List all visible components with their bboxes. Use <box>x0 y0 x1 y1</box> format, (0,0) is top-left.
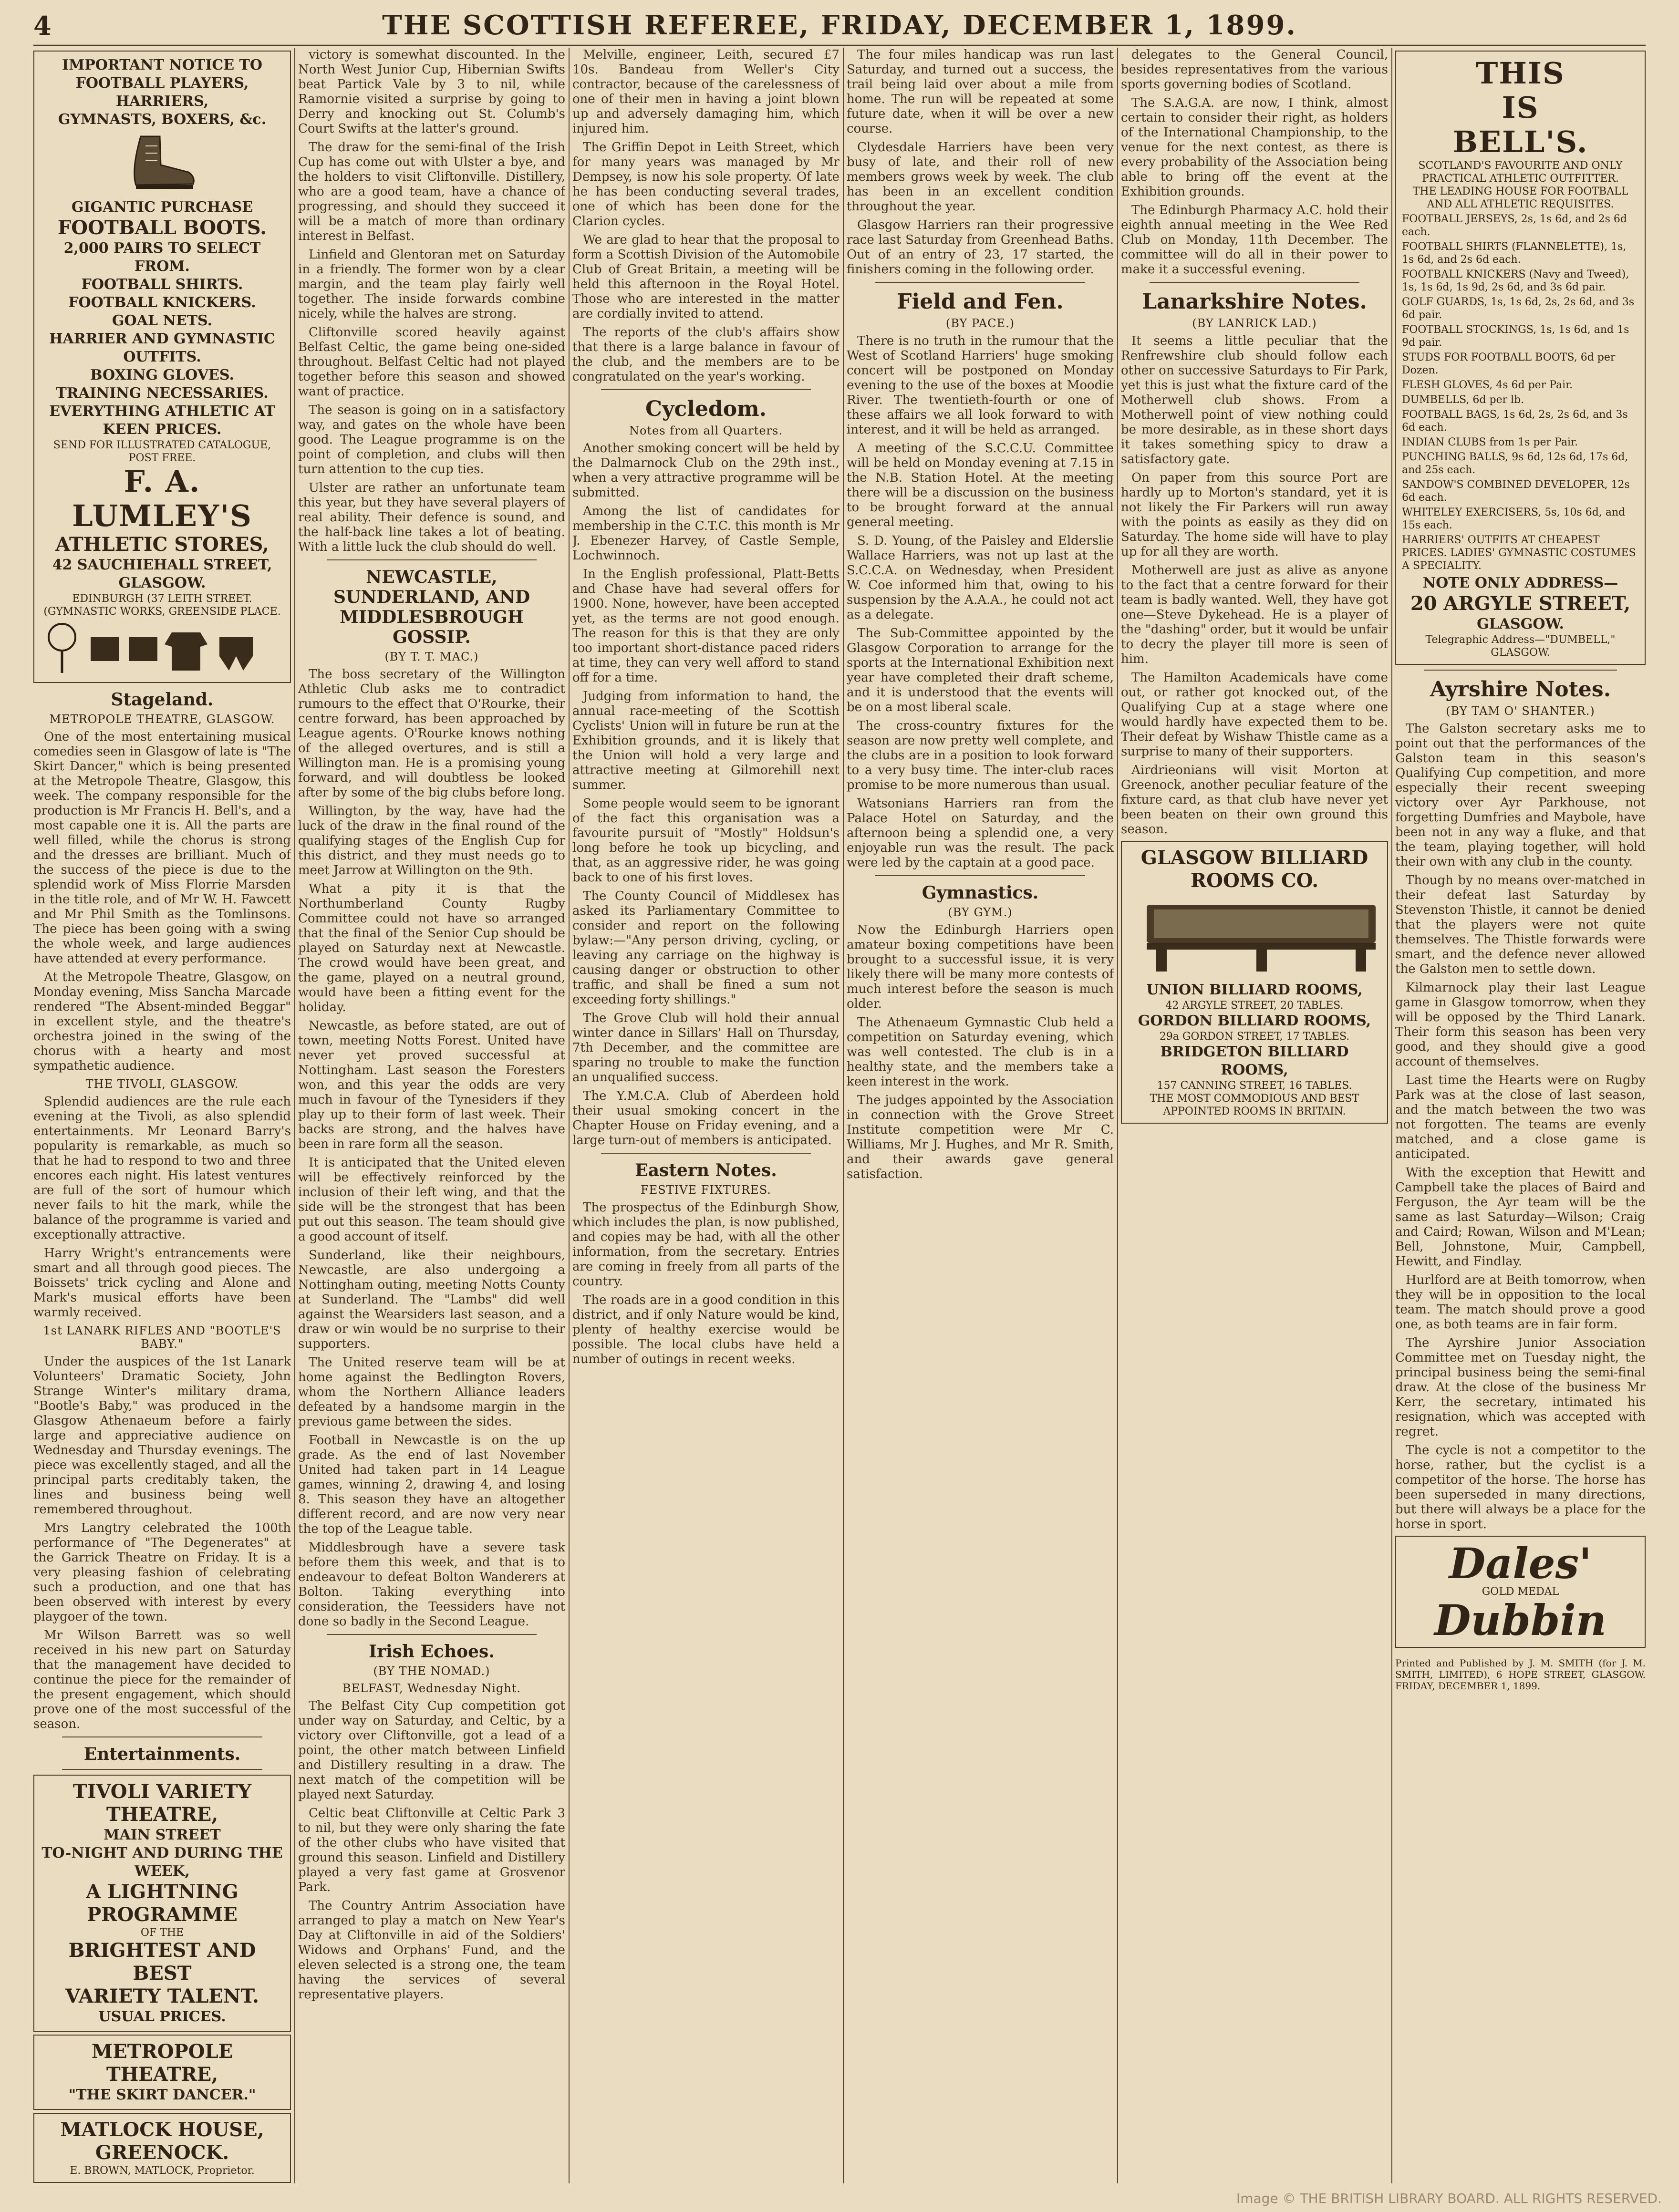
article-paragraph: It seems a little peculiar that the Renfrewshire club should follow each other on successive Saturdays to Fir Park, yet this is just what the fixture card of the Motherwell club shows. From a Motherwell point of view nothing could be more desirable, as in these short days it takes something spicy to draw a satisfactory gate. <box>1121 334 1388 466</box>
column-rule <box>294 48 295 2183</box>
ad-line: Telegraphic Address—"DUMBELL," GLASGOW. <box>1425 634 1616 659</box>
article-paragraph: Glasgow Harriers ran their progressive race last Saturday from Greenhead Baths. Out of an entry of 23, 17 started, the finishers coming in the following order. <box>847 218 1114 277</box>
ad-branch: EDINBURGH (37 LEITH STREET. (GYMNASTIC WORKS, GREENSIDE PLACE. <box>43 593 281 618</box>
article-paragraph: With the exception that Hewitt and Campbell take the places of Baird and Ferguson, the Ayr team will be the same as last Saturday—Wilson; Craig and Caird; Rowan, Wilson and M'Lean; Bell, Johnstone, Muir, Campbell, Hewitt, and Findlay. <box>1395 1166 1646 1269</box>
ad-line: USUAL PRICES. <box>98 2008 226 2025</box>
byline: (BY GYM.) <box>948 906 1013 919</box>
ad-line: NOTE ONLY ADDRESS— <box>1422 575 1618 591</box>
article-paragraph: The Galston secretary asks me to point out that the performances of the Galston team in this season's Qualifying Cup competition, and more especially their recent sweeping victory over Ayr Parkhouse, not forgetting Dumfries and Maybole, have been not in any way a fluke, and that the team, playing together, will hold their own with any club in the county. <box>1395 722 1646 869</box>
byline: (BY TAM O' SHANTER.) <box>1446 704 1595 718</box>
column-rule <box>569 48 570 2183</box>
ad-company-name: BELL'S. <box>1452 124 1588 159</box>
article-paragraph: Ulster are rather an unfortunate team this year, but they have several players of real ability. Their defence is sound, and the half-back line takes a lot of beating. With a little luck the club should do well. <box>298 481 565 554</box>
section-subheading: FESTIVE FIXTURES. <box>641 1183 771 1197</box>
article-paragraph: Harry Wright's entrancements were smart and all through good pieces. The Boissets' trick cycling and Alone and Mark's musical efforts have been warmly received. <box>33 1246 291 1320</box>
metropole-advertisement <box>33 2035 291 2110</box>
column-4 <box>847 48 1114 2183</box>
article-paragraph: Mrs Langtry celebrated the 100th performance of "The Degenerates" at the Garrick Theatre on Friday. It is a very pleasing fashion of celebrating such a production, and one that has been observed with interest by every playgoer of the town. <box>33 1521 291 1624</box>
ad-brand: Dales' <box>1449 1539 1592 1588</box>
section-subheading: METROPOLE THEATRE, GLASGOW. <box>49 713 275 726</box>
price-list: FOOTBALL JERSEYS, 2s, 1s 6d, and 2s 6d each. FOOTBALL SHIRTS (FLANNELETTE), 1s, 1s 6d, and 2s 6d each. FOOTBALL KNICKERS (Navy and Tweed), 1s, 1s 6d, 1s 9d, 2s 6d, and 3s 6d pair. GOLF GUARDS, 1s, 1s 6d, 2s, 2s 6d, and 3s 6d pair. FOOTBALL STOCKINGS, 1s, 1s 6d, and 1s 9d pair. STUDS FOR FOOTBALL BOOTS, 6d per Dozen. FLESH GLOVES, 4s 6d per Pair. DUMBELLS, 6d per lb. FOOTBALL BAGS, 1s 6d, 2s, 2s 6d, and 3s 6d each. INDIAN CLUBS from 1s per Pair. PUNCHING BALLS, 9s 6d, 12s 6d, 17s 6d, and 25s each. SANDOW'S COMBINED DEVELOPER, 12s 6d each. WHITELEY EXERCISERS, 5s, 10s 6d, and 15s each. HARRIERS' OUTFITS AT CHEAPEST PRICES. LADIES' GYMNASTIC COSTUMES A SPECIALITY. <box>1402 213 1636 572</box>
byline: (BY PACE.) <box>945 317 1015 330</box>
billiard-table-icon <box>1128 895 1388 976</box>
article-paragraph: Newcastle, as before stated, are out of town, meeting Notts Forest. United have never yet proved successful at Nottingham. Last season the Foresters won, and this year the odds are very much in favour of the Tynesiders if they play up to their form of last week. Their backs are strong, and the halves have been in rare form all the season. <box>298 1019 565 1151</box>
ad-venue: METROPOLE THEATRE, <box>91 2040 233 2086</box>
article-paragraph: The prospectus of the Edinburgh Show, which includes the plan, is now published, and copies may be had, with all the other information, from the secretary. Entries are coming in freely from all parts of the country. <box>572 1200 840 1289</box>
ad-line: GOAL NETS. <box>112 312 213 329</box>
ad-address: 42 SAUCHIEHALL STREET, GLASGOW. <box>52 557 272 591</box>
ad-line: THE MOST COMMODIOUS AND BEST APPOINTED ROOMS IN BRITAIN. <box>1150 1093 1359 1117</box>
ad-line: "THE SKIRT DANCER." <box>68 2087 256 2103</box>
article-paragraph: Willington, by the way, have had the luck of the draw in the final round of the qualifying stages of the English Cup for this district, and they must needs go to meet Jarrow at Willington on the 9th. <box>298 804 565 878</box>
article-paragraph: Cliftonville scored heavily against Belfast Celtic, the game being one-sided throughout. Belfast Celtic had not played together before this season and showed want of practice. <box>298 325 565 399</box>
ad-store: ATHLETIC STORES, <box>55 533 269 556</box>
article-paragraph: The cycle is not a competitor to the horse, rather, but the cyclist is a competitor of the horse. The horse has been superseded in many directions, but there will always be a place for the horse in sport. <box>1395 1443 1646 1531</box>
article-paragraph: The cross-country fixtures for the season are now pretty well complete, and the clubs are in a position to look forward to a very busy time. The inter-club races promise to be more numerous than usual. <box>847 719 1114 792</box>
ad-line: FOOTBALL SHIRTS. <box>81 276 243 293</box>
article-paragraph: Though by no means over-matched in their defeat last Saturday by Stevenston Thistle, it cannot be denied that the players were not quite themselves. The Thistle forwards were smart, and the defence never allowed the Galston men to settle down. <box>1395 873 1646 976</box>
section-divider <box>1150 282 1359 283</box>
byline: (BY THE NOMAD.) <box>373 1664 490 1678</box>
article-paragraph: The roads are in a good condition in this district, and if only Nature would be kind, plenty of healthy exercise would be possible. The local clubs have held a number of outings in recent weeks. <box>572 1293 840 1366</box>
article-paragraph: Football in Newcastle is on the up grade. As the end of last November United had taken part in 14 League games, winning 2, drawing 4, and losing 8. This season they have an altogether different record, and are now very near the top of the League table. <box>298 1433 565 1536</box>
article-paragraph: Kilmarnock play their last League game in Glasgow tomorrow, when they will be opposed by the Third Lanark. Their form this season has been very good, and they should give a good account of themselves. <box>1395 981 1646 1069</box>
ad-line: THE LEADING HOUSE FOR FOOTBALL AND ALL ATHLETIC REQUISITES. <box>1412 186 1628 210</box>
article-paragraph: Clydesdale Harriers have been very busy of late, and their roll of new members grows week by week. The club has been in an excellent condition throughout the year. <box>847 140 1114 214</box>
ad-line: SEND FOR ILLUSTRATED CATALOGUE, POST FREE. <box>53 439 271 464</box>
article-paragraph: Airdrieonians will visit Morton at Greenock, another peculiar feature of the fixture card, as that club have never yet been beaten on their own ground this season. <box>1121 763 1388 837</box>
article-paragraph: The Edinburgh Pharmacy A.C. hold their eighth annual meeting in the Wee Red Club on Monday, 11th December. The committee will do all in their power to make it a successful evening. <box>1121 203 1388 277</box>
section-subheading: THE TIVOLI, GLASGOW. <box>85 1077 239 1091</box>
ad-line: TRAINING NECESSARIES. <box>56 385 269 402</box>
article-paragraph: Melville, engineer, Leith, secured £7 10s. Bandeau from Weller's City contractor, because of the carelessness of one of their men in having a joint blown up and adversely damaging him, which injured him. <box>572 48 840 136</box>
article-paragraph: The reports of the club's affairs show that there is a large balance in favour of the club, and the members are to be congratulated on the year's working. <box>572 325 840 384</box>
article-paragraph: Some people would seem to be ignorant of the fact this organisation was a favourite pursuit of "Mostly" Holdsun's long before he took up bicycling, and that, as an aggressive rider, he was going back to one of his first loves. <box>572 796 840 885</box>
ad-line: GIGANTIC PURCHASE <box>71 199 253 216</box>
article-paragraph: Linfield and Glentoran met on Saturday in a friendly. The former won by a clear margin, and the team play fairly well together. The inside forwards combine nicely, while the halves are strong. <box>298 248 565 321</box>
section-divider <box>327 559 537 560</box>
section-divider <box>601 1153 811 1154</box>
copyright-notice: Image © THE BRITISH LIBRARY BOARD. ALL RIGHTS RESERVED. <box>1236 2191 1662 2206</box>
article-paragraph: On paper from this source Port are hardly up to Morton's standard, yet it is not likely the Fir Parkers will run away with the points as easily as they did on Saturday. The home side will have to play up for all they are worth. <box>1121 471 1388 559</box>
sports-equipment-icon <box>43 618 281 675</box>
article-paragraph: Sunderland, like their neighbours, Newcastle, are also undergoing a Nottingham outing, meeting Notts County at Sunderland. The "Lambs" did well against the Wearsiders last season, and a draw or win would be no surprise to their supporters. <box>298 1248 565 1351</box>
newspaper-title: THE SCOTTISH REFEREE, FRIDAY, DECEMBER 1, 1899. <box>382 10 1297 41</box>
page-number: 4 <box>33 10 52 41</box>
article-paragraph: The Griffin Depot in Leith Street, which for many years was managed by Mr Dempsey, is now his sole property. Of late he has been conducting several trades, one of which has been done for the Clarion cycles. <box>572 140 840 228</box>
lanarkshire-heading: Lanarkshire Notes. <box>1142 289 1367 314</box>
ayrshire-heading: Ayrshire Notes. <box>1430 677 1611 702</box>
article-paragraph: At the Metropole Theatre, Glasgow, on Monday evening, Miss Sancha Marcade rendered "The Absent-minded Beggar" in excellent style, and the theatre's orchestra joined in the swing of the chorus with a hearty and most sympathetic audience. <box>33 970 291 1073</box>
entertainments-heading: Entertainments. <box>83 1744 241 1764</box>
ad-line: GLASGOW. <box>1477 616 1564 632</box>
article-paragraph: Middlesbrough have a severe task before them this week, and that is to endeavour to defeat Bolton Wanderers at Bolton. Taking everything into consideration, the Teessiders have not done so badly in the Second League. <box>298 1540 565 1629</box>
ad-line: SCOTLAND'S FAVOURITE AND ONLY PRACTICAL ATHLETIC OUTFITTER. <box>1418 160 1623 185</box>
article-paragraph: The draw for the semi-final of the Irish Cup has come out with Ulster a bye, and the holders to visit Cliftonville. Distillery, who are a good team, have a chance of progressing, and should they succeed it will be a match of more than ordinary interest in Belfast. <box>298 140 565 243</box>
dales-dubbin-advertisement <box>1395 1536 1646 1648</box>
ad-line: OF THE <box>140 1927 184 1939</box>
ad-address: 20 ARGYLE STREET, <box>1410 592 1631 615</box>
article-paragraph: It is anticipated that the United eleven will be effectively reinforced by the inclusion of their left wing, and that the side will be the strongest that has been put out this season. The team should give a good account of itself. <box>298 1156 565 1244</box>
article-paragraph: The Ayrshire Junior Association Committee met on Tuesday night, the principal business being the semi-final draw. At the close of the business Mr Kerr, the secretary, intimated his resignation, which was accepted with regret. <box>1395 1336 1646 1439</box>
ad-line: FOOTBALL KNICKERS. <box>68 294 256 311</box>
article-paragraph: The United reserve team will be at home against the Bedlington Rovers, whom the Northern Alliance leaders defeated by a handsome margin in the previous game between the sides. <box>298 1355 565 1429</box>
ad-line: HARRIERS, <box>115 93 209 110</box>
article-paragraph: delegates to the General Council, besides representatives from the various sports governing bodies of Scotland. <box>1121 48 1388 92</box>
ad-line: FOOTBALL BOOTS. <box>57 217 267 239</box>
article-paragraph: Last time the Hearts were on Rugby Park was at the close of last season, and the match between the two was not forgotten. The teams are evenly matched, and a close game is anticipated. <box>1395 1073 1646 1161</box>
field-and-fen-heading: Field and Fen. <box>897 289 1064 314</box>
article-paragraph: Mr Wilson Barrett was so well received in his new part on Saturday that the management have decided to continue the piece for the remainder of the present engagement, which should prove one of the most successful of the season. <box>33 1628 291 1731</box>
column-5 <box>1121 48 1388 2183</box>
ad-line: GORDON BILLIARD ROOMS, <box>1138 1013 1371 1029</box>
ad-line: MAIN STREET <box>104 1827 221 1843</box>
article-paragraph: The four miles handicap was run last Saturday, and turned out a success, the trail being laid over about a mile from home. The run will be repeated at some future date, when it will be over a new course. <box>847 48 1114 136</box>
ad-line: EVERYTHING ATHLETIC AT KEEN PRICES. <box>49 403 275 438</box>
column-2 <box>298 48 565 2183</box>
matlock-advertisement <box>33 2113 291 2183</box>
article-paragraph: Among the list of candidates for membership in the C.T.C. this month is Mr J. Ebenezer Harvey, of Castle Semple, Lochwinnoch. <box>572 504 840 563</box>
article-paragraph: Judging from information to hand, the annual race-meeting of the Scottish Cyclists' Union will in future be run at the Exhibition grounds, and it is likely that the Union will hold a very large and attractive meeting at Gilmorehill next summer. <box>572 689 840 792</box>
ad-product: Dubbin <box>1434 1595 1606 1645</box>
section-divider <box>875 875 1085 876</box>
article-paragraph: S. D. Young, of the Paisley and Elderslie Wallace Harriers, was not up last at the S.C.C.A. on Wednesday, when President W. Coe informed him that, owing to his suspension by the A.A.A., he could not act as a delegate. <box>847 534 1114 622</box>
ad-line: VARIETY TALENT. <box>65 1985 259 2007</box>
ad-line: GOLD MEDAL <box>1482 1586 1559 1598</box>
ad-line: BOXING GLOVES. <box>90 367 234 383</box>
ad-line: 2,000 PAIRS TO SELECT FROM. <box>63 240 261 275</box>
article-paragraph: The Y.M.C.A. Club of Aberdeen hold their usual smoking concert in the Chapter House on Friday evening, and a large turn-out of members is anticipated. <box>572 1089 840 1147</box>
ad-line: IS <box>1502 90 1539 125</box>
section-subheading: 1st LANARK RIFLES AND "BOOTLE'S BABY." <box>43 1324 281 1351</box>
section-divider <box>62 1769 262 1770</box>
stageland-heading: Stageland. <box>111 690 214 710</box>
article-paragraph: Hurlford are at Beith tomorrow, when they will be in opposition to the local team. The match should prove a good one, as both teams are in fair form. <box>1395 1273 1646 1332</box>
ad-line: BRIDGETON BILLIARD ROOMS, <box>1160 1044 1349 1078</box>
irish-echoes-heading: Irish Echoes. <box>369 1642 495 1662</box>
ad-venue: MATLOCK HOUSE, GREENOCK. <box>60 2119 264 2164</box>
article-paragraph: Motherwell are just as alive as anyone to the fact that a centre forward for their team is badly wanted. Well, they have got one—Steve Dykehead. He is a player of the "dashing" order, but it would be unfair to decry the player till more is seen of him. <box>1121 563 1388 666</box>
article-paragraph: Celtic beat Cliftonville at Celtic Park 3 to nil, but they were only sharing the fate of the other clubs who have visited that ground this season. Linfield and Distillery played a very fast game at Grosvenor Park. <box>298 1806 565 1894</box>
ad-line: THIS <box>1476 56 1565 91</box>
article-paragraph: A meeting of the S.C.C.U. Committee will be held on Monday evening at 7.15 in the N.B. Station Hotel. At the meeting there will be a discussion on the business to be brought forward at the annual general meeting. <box>847 441 1114 529</box>
ad-line: 157 CANNING STREET, 16 TABLES. <box>1157 1080 1352 1092</box>
article-paragraph: Splendid audiences are the rule each evening at the Tivoli, as also splendid entertainments. Mr Leonard Barry's popularity is remarkable, as much so that he had to respond to two and three encores each night. His latest ventures are full of the sort of humour which never fails to hit the mark, while the balance of the programme is varied and exceptionally attractive. <box>33 1095 291 1242</box>
ad-headline: IMPORTANT NOTICE TO <box>62 57 263 73</box>
column-rule <box>1117 48 1118 2183</box>
eastern-notes-heading: Eastern Notes. <box>635 1160 777 1180</box>
column-rule <box>1391 48 1392 2183</box>
article-paragraph: The Athenaeum Gymnastic Club held a competition on Saturday evening, which was well contested. The club is in a healthy state, and the members take a keen interest in the work. <box>847 1015 1114 1089</box>
article-paragraph: In the English professional, Platt-Betts and Chase have had several offers for 1900. None, however, have been accepted yet, as the terms are not good enough. The reason for this is that they are only too important short-distance paced riders at time, they can very well afford to stand off for a time. <box>572 567 840 685</box>
ad-company-name: F. A. LUMLEY'S <box>72 464 252 533</box>
ad-line: A LIGHTNING PROGRAMME <box>86 1881 238 1926</box>
article-paragraph: Now the Edinburgh Harriers open amateur boxing competitions have been brought to a successful issue, it is very likely there will be many more contests of much interest before the season is much older. <box>847 923 1114 1011</box>
cycledom-heading: Cycledom. <box>645 397 767 421</box>
article-paragraph: The S.A.G.A. are now, I think, almost certain to consider their right, as holders of the International Championship, to the venue for the next contest, as there is every probability of the Association being able to bring off the event at the Exhibition grounds. <box>1121 96 1388 199</box>
ad-line: E. BROWN, MATLOCK, Proprietor. <box>70 2165 255 2177</box>
article-paragraph: The Grove Club will hold their annual winter dance in Sillars' Hall on Thursday, 7th December, and the committee are sparing no trouble to make the function an unqualified success. <box>572 1011 840 1085</box>
ad-company-name: GLASGOW BILLIARD ROOMS CO. <box>1140 847 1368 892</box>
article-paragraph: The Hamilton Academicals have come out, or rather got knocked out, of the Qualifying Cup at a stage where one would hardly have expected them to be. Their defeat by Wishaw Thistle came as a surprise to many of their supporters. <box>1121 671 1388 759</box>
section-divider <box>327 1634 537 1635</box>
article-paragraph: What a pity it is that the Northumberland County Rugby Committee could not have so arranged that the final of the Senior Cup should be played on Saturday next at Newcastle. The crowd would have been great, and the game, played on a neutral ground, would have been a fitting event for the holiday. <box>298 882 565 1014</box>
byline: (BY T. T. MAC.) <box>384 650 479 663</box>
ad-line: HARRIER AND GYMNASTIC OUTFITS. <box>49 331 275 365</box>
column-1 <box>33 48 291 2183</box>
section-divider <box>601 389 811 390</box>
ad-line: TO-NIGHT AND DURING THE WEEK, <box>41 1845 283 1880</box>
article-paragraph: The Country Antrim Association have arranged to play a match on New Year's Day at Cliftonville in aid of the Soldiers' Widows and Orphans' Fund, and the eleven selected is a strong one, the team having the services of several representative players. <box>298 1899 565 2002</box>
ad-line: GYMNASTS, BOXERS, &c. <box>58 111 267 128</box>
section-divider <box>875 282 1085 283</box>
ad-line: FOOTBALL PLAYERS, <box>75 75 249 92</box>
ad-line: 42 ARGYLE STREET, 20 TABLES. <box>1165 1000 1344 1012</box>
masthead <box>33 7 1646 46</box>
gymnastics-heading: Gymnastics. <box>922 883 1039 903</box>
column-rule <box>843 48 844 2183</box>
ad-line: BRIGHTEST AND BEST <box>68 1939 256 1985</box>
column-3 <box>572 48 840 2183</box>
article-paragraph: The Belfast City Cup competition got under way on Saturday, and Celtic, by a victory over Cliftonville, got a lead of a point, the other match between Linfield and Distillery resulting in a draw. The next match of the competition will be played next Saturday. <box>298 1699 565 1802</box>
section-subheading: Notes from all Quarters. <box>629 424 783 437</box>
article-paragraph: The judges appointed by the Association in connection with the Grove Street Institute competition were Mr C. Williams, Mr J. Hughes, and Mr R. Smith, and their awards gave general satisfaction. <box>847 1093 1114 1181</box>
imprint: Printed and Published by J. M. SMITH (for J. M. SMITH, LIMITED), 6 HOPE STREET, GLASGOW. FRIDAY, DECEMBER 1, 1899. <box>1395 1657 1646 1692</box>
lumley-advertisement <box>33 51 291 683</box>
column-6 <box>1395 48 1646 2183</box>
article-paragraph: The Sub-Committee appointed by the Glasgow Corporation to arrange for the sports at the International Exhibition next year have completed their draft scheme, and it is understood that the events will be on a most liberal scale. <box>847 626 1114 714</box>
article-paragraph: We are glad to hear that the proposal to form a Scottish Division of the Automobile Club of Great Britain, a meeting will be held this afternoon in the Royal Hotel. Those who are interested in the matter are cordially invited to attend. <box>572 233 840 321</box>
article-paragraph: There is no truth in the rumour that the West of Scotland Harriers' huge smoking concert will be postponed on Monday evening to the use of the boxes at Moodie River. The twentieth-fourth or one of these affairs we all look forward to with interest, and it will be held as arranged. <box>847 334 1114 437</box>
ad-line: 29a GORDON STREET, 17 TABLES. <box>1159 1031 1350 1043</box>
article-paragraph: victory is somewhat discounted. In the North West Junior Cup, Hibernian Swifts beat Partick Vale by 3 to nil, while Ramornie visited a surprise by going to Derry and knocking out St. Columb's Court Swifts at the latter's ground. <box>298 48 565 136</box>
ad-line: UNION BILLIARD ROOMS, <box>1146 982 1363 998</box>
article-paragraph: One of the most entertaining musical comedies seen in Glasgow of late is "The Skirt Dancer," which is being presented at the Metropole Theatre, Glasgow, this week. The company responsible for the production is Mr Francis H. Bell's, and a most capable one it is. All the parts are well filled, while the chorus is strong and the dresses are brilliant. Much of the success of the piece is due to the splendid work of Miss Florrie Marsden in the title role, and of Mr W. H. Fawcett and Mr Phil Smith as the Tomlinsons. The piece has been going with a swing the whole week, and large audiences have attended at every performance. <box>33 730 291 966</box>
article-paragraph: The season is going on in a satisfactory way, and gates on the whole have been good. The League programme is on the point of completion, and clubs will then turn attention to the cup ties. <box>298 403 565 476</box>
bells-advertisement <box>1395 51 1646 665</box>
article-paragraph: The County Council of Middlesex has asked its Parliamentary Committee to consider and report on the following bylaw:—"Any person driving, cycling, or leaving any carriage on the highway is causing danger or obstruction to other traffic, and shall be fined a sum not exceeding forty shillings." <box>572 889 840 1007</box>
article-paragraph: Under the auspices of the 1st Lanark Volunteers' Dramatic Society, John Strange Winter's military drama, "Bootle's Baby," was produced in the Glasgow Athenaeum before a fairly large and appreciative audience on Wednesday and Thursday evenings. The piece was excellently staged, and all the principal parts creditably taken, the lines and business being well remembered throughout. <box>33 1354 291 1517</box>
byline: (BY LANRICK LAD.) <box>1192 317 1317 330</box>
boot-illustration-icon <box>126 132 198 194</box>
ad-venue: TIVOLI VARIETY THEATRE, <box>73 1780 252 1826</box>
tivoli-advertisement <box>33 1775 291 2032</box>
newcastle-heading: NEWCASTLE, SUNDERLAND, AND MIDDLESBROUGH GOSSIP. <box>333 567 530 647</box>
article-paragraph: The boss secretary of the Willington Athletic Club asks me to contradict rumours to the effect that O'Rourke, their centre forward, has been approached by League agents. O'Rourke knows nothing of the alleged overtures, and is still a Willington man. He is a promising young forward, and will doubtless be looked after by some of the big clubs before long. <box>298 667 565 800</box>
article-paragraph: Watsonians Harriers ran from the Palace Hotel on Saturday, and the afternoon being a splendid one, a very enjoyable run was the result. The pack were led by the captain at a good pace. <box>847 796 1114 870</box>
dateline: BELFAST, Wednesday Night. <box>342 1682 521 1695</box>
billiard-rooms-advertisement <box>1121 841 1388 1124</box>
section-divider <box>1424 670 1617 671</box>
article-paragraph: Another smoking concert will be held by the Dalmarnock Club on the 29th inst., when a very attractive programme will be submitted. <box>572 441 840 500</box>
